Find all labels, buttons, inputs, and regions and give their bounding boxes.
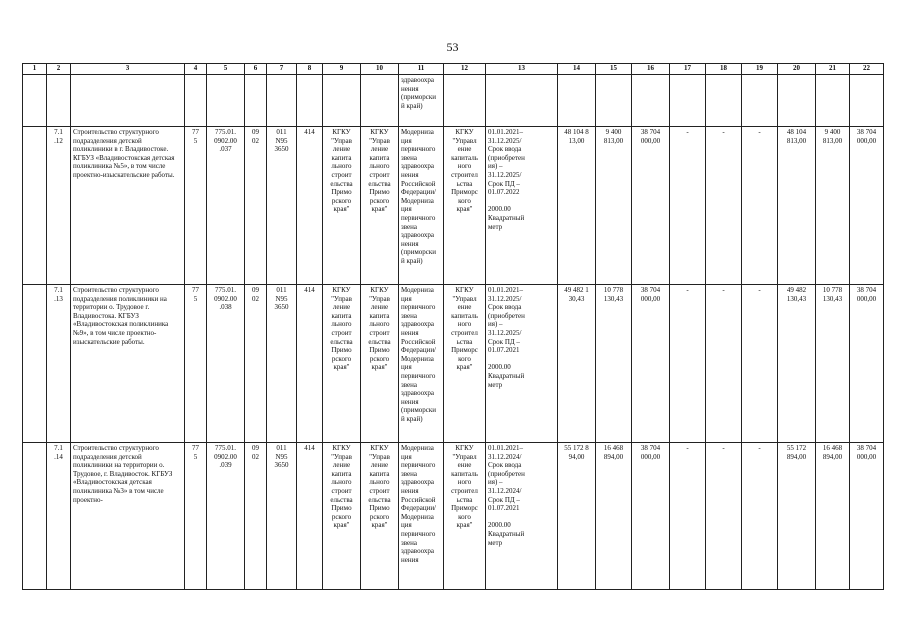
column-header: 14 — [558, 64, 596, 75]
code-cell: 775.01. 0902.00 .037 — [207, 127, 245, 285]
program-cell: Модерниза ция первичного звена здравоохра нения Российской Федерации/ Модерниза ция первичного звена здравоохра нения (приморски й край) — [399, 127, 444, 285]
column-header: 19 — [742, 64, 778, 75]
amount-cell: 55 172 894,00 — [778, 443, 816, 590]
amount-cell: - — [742, 127, 778, 285]
column-header: 2 — [47, 64, 71, 75]
grbs-cell: 77 5 — [185, 127, 207, 285]
expense-type-cell: 414 — [297, 127, 323, 285]
column-header: 13 — [486, 64, 558, 75]
amount-cell: - — [670, 127, 706, 285]
customer-cell: КГКУ "Управ ление капита льного строит ельства Примо рского края" — [323, 443, 361, 590]
column-header: 20 — [778, 64, 816, 75]
amount-cell: 16 468 894,00 — [596, 443, 632, 590]
program-cell: Модерниза ция первичного звена здравоохра нения Российской Федерации/ Модерниза ция первичного звена здравоохра нения — [399, 443, 444, 590]
item-number-cell: 7.1 .12 — [47, 127, 71, 285]
customer-cell: КГКУ "Управ ление капита льного строит ельства Примо рского края" — [323, 285, 361, 443]
column-header: 6 — [245, 64, 267, 75]
amount-cell: 9 400 813,00 — [596, 127, 632, 285]
column-header: 4 — [185, 64, 207, 75]
amount-cell: 48 104 8 13,00 — [558, 127, 596, 285]
object-name-cell: Строительство структурного подразделения детской поликлиники на территории о. Трудовое, г. Владивосток. КГБУЗ «Владивостокская детская поликлиника №3» в том числе проектно- — [71, 443, 185, 590]
table-row — [23, 127, 884, 285]
developer-cell: КГКУ "Управ ление капита льного строит ельства Примо рского края" — [361, 443, 399, 590]
amount-cell: 38 704 000,00 — [850, 285, 884, 443]
page-number: 53 — [446, 40, 459, 54]
table-row — [23, 285, 884, 443]
object-name-cell: Строительство структурного подразделения поликлиники на территории о. Трудовое г. Владивостока. КГБУЗ «Владивостокская поликлиника №9», в том числе проектно-изыскательские работы. — [71, 285, 185, 443]
amount-cell: - — [670, 443, 706, 590]
contractor-cell: КГКУ "Управл ение капиталь ного строител ьства Приморс кого края" — [444, 127, 486, 285]
amount-cell: - — [742, 443, 778, 590]
dates-cell: 01.01.2021– 31.12.2025/ Срок ввода (приобретен ия) – 31.12.2025/ Срок ПД – 01.07.2022 2000.00 Квадратный метр — [486, 127, 558, 285]
contractor-cell: КГКУ "Управл ение капиталь ного строител ьства Приморс кого края" — [444, 285, 486, 443]
amount-cell: 38 704 000,00 — [632, 285, 670, 443]
column-header: 9 — [323, 64, 361, 75]
table-row — [23, 443, 884, 590]
developer-cell: КГКУ "Управ ление капита льного строит ельства Примо рского края" — [361, 285, 399, 443]
column-header: 8 — [297, 64, 323, 75]
column-header: 11 — [399, 64, 444, 75]
amount-cell: 49 482 1 30,43 — [558, 285, 596, 443]
expense-type-cell: 414 — [297, 285, 323, 443]
column-header: 12 — [444, 64, 486, 75]
column-header: 22 — [850, 64, 884, 75]
contractor-cell: КГКУ "Управл ение капиталь ного строител ьства Приморс кого края" — [444, 443, 486, 590]
column-header: 16 — [632, 64, 670, 75]
amount-cell: 55 172 8 94,00 — [558, 443, 596, 590]
expense-type-cell: 414 — [297, 443, 323, 590]
amount-cell: 48 104 813,00 — [778, 127, 816, 285]
program-cell: Модерниза ция первичного звена здравоохра нения Российской Федерации/ Модерниза ция первичного звена здравоохра нения (приморски й край) — [399, 285, 444, 443]
dates-cell: 01.01.2021– 31.12.2024/ Срок ввода (приобретен ия) – 31.12.2024/ Срок ПД – 01.07.2021 2000.00 Квадратный метр — [486, 443, 558, 590]
program-cell: здравоохра нения (приморски й край) — [399, 75, 444, 127]
item-number-cell: 7.1 .13 — [47, 285, 71, 443]
section-cell: 09 02 — [245, 127, 267, 285]
grbs-cell: 77 5 — [185, 443, 207, 590]
amount-cell: 38 704 000,00 — [850, 443, 884, 590]
column-header: 17 — [670, 64, 706, 75]
continuation-row — [23, 75, 884, 127]
header-row — [23, 64, 884, 75]
amount-cell: 38 704 000,00 — [632, 127, 670, 285]
column-header: 10 — [361, 64, 399, 75]
budget-table — [22, 63, 884, 590]
target-article-cell: 011 N95 3650 — [267, 443, 297, 590]
amount-cell: - — [742, 285, 778, 443]
amount-cell: - — [706, 443, 742, 590]
column-header: 1 — [23, 64, 47, 75]
target-article-cell: 011 N95 3650 — [267, 285, 297, 443]
developer-cell: КГКУ "Управ ление капита льного строит ельства Примо рского края" — [361, 127, 399, 285]
column-header: 5 — [207, 64, 245, 75]
amount-cell: - — [706, 285, 742, 443]
code-cell: 775.01. 0902.00 .039 — [207, 443, 245, 590]
column-header: 18 — [706, 64, 742, 75]
amount-cell: - — [706, 127, 742, 285]
amount-cell: 16 468 894,00 — [816, 443, 850, 590]
amount-cell: 49 482 130,43 — [778, 285, 816, 443]
code-cell: 775.01. 0902.00 .038 — [207, 285, 245, 443]
column-header: 7 — [267, 64, 297, 75]
grbs-cell: 77 5 — [185, 285, 207, 443]
item-number-cell: 7.1 .14 — [47, 443, 71, 590]
amount-cell: 9 400 813,00 — [816, 127, 850, 285]
amount-cell: 10 778 130,43 — [596, 285, 632, 443]
amount-cell: 38 704 000,00 — [850, 127, 884, 285]
amount-cell: 10 778 130,43 — [816, 285, 850, 443]
target-article-cell: 011 N95 3650 — [267, 127, 297, 285]
object-name-cell: Строительство структурного подразделения детской поликлиники в г. Владивостоке. КГБУЗ «Владивостокская детская поликлиника №5», в том числе проектно-изыскательские работы. — [71, 127, 185, 285]
customer-cell: КГКУ "Управ ление капита льного строит ельства Примо рского края" — [323, 127, 361, 285]
column-header: 15 — [596, 64, 632, 75]
amount-cell: 38 704 000,00 — [632, 443, 670, 590]
dates-cell: 01.01.2021– 31.12.2025/ Срок ввода (приобретен ия) – 31.12.2025/ Срок ПД – 01.07.2021 2000.00 Квадратный метр — [486, 285, 558, 443]
amount-cell: - — [670, 285, 706, 443]
column-header: 21 — [816, 64, 850, 75]
column-header: 3 — [71, 64, 185, 75]
section-cell: 09 02 — [245, 285, 267, 443]
section-cell: 09 02 — [245, 443, 267, 590]
